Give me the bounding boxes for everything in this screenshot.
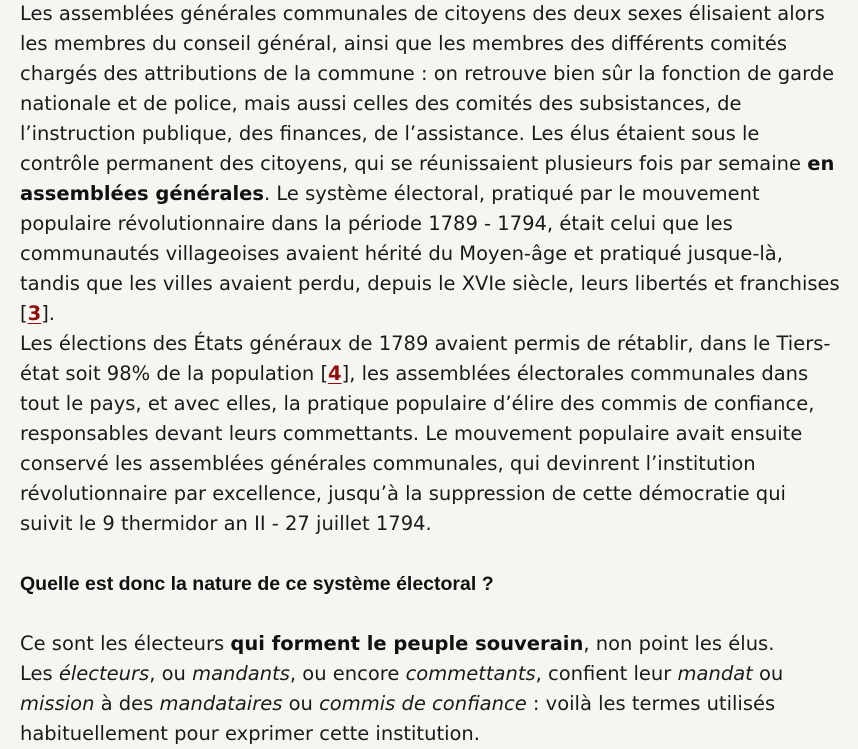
paragraph-text: : voilà les termes utilisés habituellement pour exprimer cette institution. — [20, 692, 776, 745]
paragraph-text: . — [48, 302, 55, 325]
section-heading: Quelle est donc la nature de ce système électoral ? — [20, 573, 494, 595]
paragraph-spacer — [20, 599, 844, 629]
italic-term: commis de confiance — [319, 692, 527, 715]
italic-term: électeurs — [58, 662, 150, 685]
paragraph-text: . Le système électoral, pratiqué par le mouvement populaire révolutionnaire dans la période 1789 - 1794, était celui que les communautés villageoises avaient hérité du Moyen-âge et pratiqué jusque-là, tandis que les villes avaient perdu, depuis le XVIe siècle, leurs libertés et franchises — [20, 182, 840, 295]
paragraph-spacer — [20, 539, 844, 569]
paragraph-text: Les — [20, 662, 59, 685]
paragraph-text: ou — [282, 692, 320, 715]
paragraph-text: , ou encore — [289, 662, 406, 685]
paragraph-text: à des — [94, 692, 160, 715]
bracket: [ — [20, 302, 28, 325]
paragraph-text: Les assemblées générales communales de citoyens des deux sexes élisaient alors les membres du conseil général, ainsi que les membres des différents comités chargés des attributions de la commune : on retrouve bien sûr la fonction de garde nationale et de police, mais aussi celles des comités des subsistances, de l’instruction publique, des finances, de l’assistance. Les élus étaient sous le contrôle permanent des citoyens, qui se réunissaient plusieurs fois par semaine — [20, 2, 835, 175]
footnote-link-4[interactable]: 4 — [328, 362, 342, 385]
bracket: ] — [41, 302, 49, 325]
paragraph-text: , ou — [149, 662, 193, 685]
paragraph-text: , les assemblées électorales communales dans tout le pays, et avec elles, la pratique populaire d’élire des commis de confiance, responsables devant leurs commettants. Le mouvement populaire avait ensuite conservé les assemblées générales communales, qui devinrent l’institution révolutionnaire par excellence, jusqu’à la suppression de cette démocratie qui suivit le 9 thermidor an II - 27 juillet 1794. — [20, 362, 815, 535]
paragraph-etats-generaux — [20, 329, 844, 539]
paragraph-text: , non point les élus. — [583, 632, 775, 655]
paragraph-text: , confient leur — [535, 662, 678, 685]
bracket: [ — [320, 362, 329, 385]
paragraph-text: Les élections des États généraux de 1789 avaient permis de rétablir, dans le Tiers-état soit 98% de la population — [20, 332, 831, 385]
footnote-link-3[interactable]: 3 — [27, 302, 42, 325]
italic-term: mandat — [677, 662, 753, 685]
italic-term: mandants — [192, 662, 290, 685]
paragraph-text: ou — [752, 662, 784, 685]
italic-term: commettants — [405, 662, 536, 685]
paragraph-peuple-souverain — [20, 629, 844, 749]
emphasis-text: qui forment le peuple souverain — [230, 632, 584, 655]
emphasis-text: en assemblées générales — [20, 152, 835, 205]
paragraph-text: Ce sont les électeurs — [20, 632, 231, 655]
italic-term: mandataires — [159, 692, 283, 715]
paragraph-elections-communales — [20, 0, 844, 329]
bracket: ] — [341, 362, 350, 385]
italic-term: mission — [20, 692, 95, 715]
